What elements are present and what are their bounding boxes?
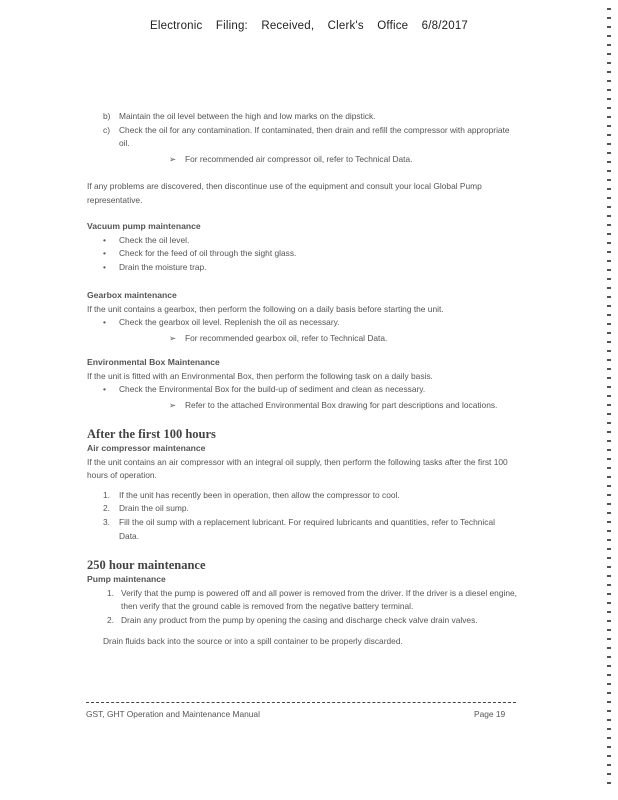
filing-stamp-header: Electronic Filing: Received, Clerk's Office 6/8/2017 <box>149 20 469 32</box>
section-intro: If the unit is fitted with an Environmental Box, then perform the following task on a daily basis. <box>87 370 433 381</box>
list-item-text: Check for the feed of oil through the sight glass. <box>119 248 297 259</box>
list-item-text: Drain the oil sump. <box>119 503 189 514</box>
compressor-oil-list <box>87 110 517 166</box>
list-item-text: Fill the oil sump with a replacement lubricant. For required lubricants and quantities, refer to Technical Data. <box>119 516 495 541</box>
section-title: After the first 100 hours <box>87 427 216 441</box>
list-number: 1. <box>107 587 114 598</box>
250-hour-section <box>87 558 517 649</box>
bullet-icon: • <box>103 234 106 245</box>
scan-edge-marks <box>607 8 611 788</box>
note-text: Refer to the attached Environmental Box drawing for part descriptions and locations. <box>185 399 498 410</box>
list-number: 2. <box>107 614 114 625</box>
note-item <box>87 153 517 167</box>
list-item <box>87 234 517 248</box>
section-heading: Environmental Box Maintenance <box>87 357 220 367</box>
list-item <box>87 110 517 124</box>
list-item <box>87 247 517 261</box>
list-item-text: Maintain the oil level between the high and low marks on the dipstick. <box>119 111 376 121</box>
problems-paragraph: If any problems are discovered, then discontinue use of the equipment and consult your local Global Pump representative. <box>87 181 482 205</box>
footer-manual-title: GST, GHT Operation and Maintenance Manual <box>86 709 260 719</box>
footer-page-number: Page 19 <box>474 709 506 719</box>
list-item <box>87 124 517 151</box>
arrow-bullet-icon: ➢ <box>169 332 177 343</box>
section-intro: If the unit contains an air compressor with an integral oil supply, then perform the following tasks after the first 100 hours of operation. <box>87 456 508 481</box>
list-item-text: Drain any product from the pump by opening the casing and discharge check valve drain valves. <box>121 614 478 625</box>
bullet-icon: • <box>103 261 106 272</box>
vacuum-section <box>87 220 517 274</box>
note-item <box>87 332 517 346</box>
bullet-icon: • <box>103 317 106 328</box>
note-text: For recommended air compressor oil, refer to Technical Data. <box>185 153 413 164</box>
arrow-bullet-icon: ➢ <box>169 153 177 164</box>
section-heading: Vacuum pump maintenance <box>87 221 201 231</box>
list-item <box>87 383 517 397</box>
list-item-text: Verify that the pump is powered off and all power is removed from the driver. If the driver is a diesel engine, then verify that the ground cable is removed from the negative battery terminal. <box>121 587 517 612</box>
gearbox-section <box>87 289 517 345</box>
arrow-bullet-icon: ➢ <box>169 399 177 410</box>
list-item-text: Check the oil for any contamination. If contaminated, then drain and refill the compressor with appropriate oil. <box>119 124 510 149</box>
section-title: 250 hour maintenance <box>87 558 206 572</box>
list-item-text: Check the gearbox oil level. Replenish the oil as necessary. <box>119 317 340 328</box>
list-item <box>87 316 517 330</box>
section-subheading: Pump maintenance <box>87 574 166 584</box>
bullet-icon: • <box>103 248 106 259</box>
numbered-item <box>87 502 517 516</box>
note-text: For recommended gearbox oil, refer to Technical Data. <box>185 332 388 343</box>
section-subheading: Air compressor maintenance <box>87 443 206 453</box>
list-item-text: Check the Environmental Box for the build-up of sediment and clean as necessary. <box>119 384 426 395</box>
numbered-item <box>87 587 517 614</box>
bullet-icon: • <box>103 384 106 395</box>
list-marker: b) <box>103 111 111 121</box>
list-item-text: If the unit has recently been in operation, then allow the compressor to cool. <box>119 489 400 500</box>
numbered-item <box>87 516 517 543</box>
after-100-hours-section <box>87 427 517 543</box>
list-number: 1. <box>103 489 110 500</box>
list-number: 2. <box>103 503 110 514</box>
list-item-text: Check the oil level. <box>119 234 190 245</box>
list-marker: c) <box>103 124 110 135</box>
numbered-item <box>87 489 517 503</box>
section-paragraph: Drain fluids back into the source or into a spill container to be properly discarded. <box>103 636 403 647</box>
list-item-text: Drain the moisture trap. <box>119 261 207 272</box>
list-number: 3. <box>103 516 110 527</box>
note-item <box>87 399 517 413</box>
numbered-item <box>87 614 517 628</box>
envbox-section <box>87 356 517 412</box>
footer-rule <box>86 702 516 703</box>
list-item <box>87 261 517 275</box>
section-intro: If the unit contains a gearbox, then perform the following on a daily basis before starting the unit. <box>87 303 444 314</box>
section-heading: Gearbox maintenance <box>87 290 177 300</box>
